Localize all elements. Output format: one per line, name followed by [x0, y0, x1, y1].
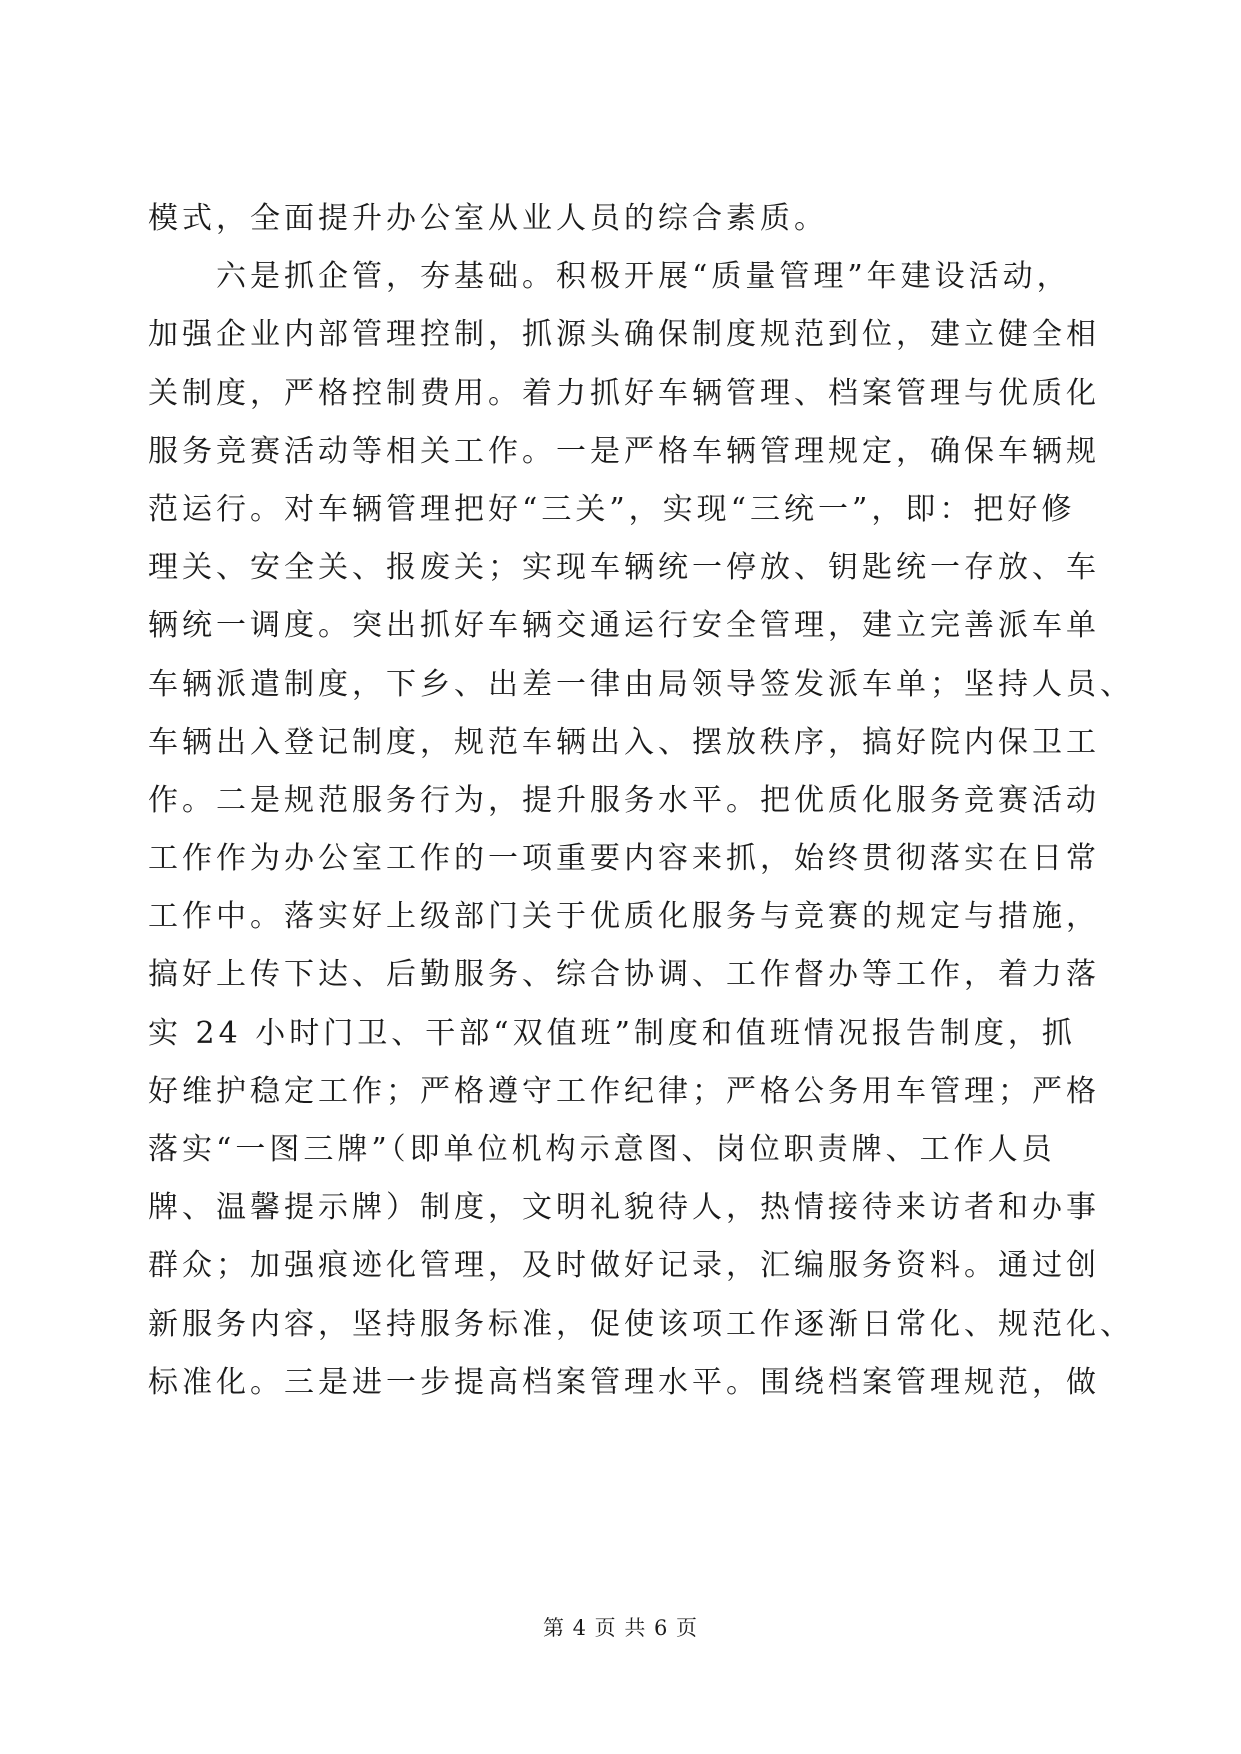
- text-line: 理关、安全关、报废关；实现车辆统一停放、钥匙统一存放、车: [148, 550, 1100, 586]
- text-line: 范运行。对车辆管理把好“三关”，实现“三统一”，即：把好修: [148, 491, 1076, 527]
- text-line: 车辆出入登记制度，规范车辆出入、摆放秩序，搞好院内保卫工: [148, 724, 1100, 760]
- text-line: 加强企业内部管理控制，抓源头确保制度规范到位，建立健全相: [148, 317, 1100, 353]
- page-number: 第 4 页 共 6 页: [542, 1616, 699, 1640]
- text-line: 落实“一图三牌”（即单位机构示意图、岗位职责牌、工作人员: [148, 1132, 1056, 1167]
- text-line: 标准化。三是进一步提高档案管理水平。围绕档案管理规范，做: [148, 1364, 1100, 1400]
- text-line: 作。二是规范服务行为，提升服务水平。把优质化服务竞赛活动: [148, 782, 1100, 818]
- text-line: 牌、温馨提示牌）制度，文明礼貌待人，热情接待来访者和办事: [148, 1190, 1100, 1226]
- text-line: 模式，全面提升办公室从业人员的综合素质。: [148, 201, 828, 236]
- text-line: 辆统一调度。突出抓好车辆交通运行安全管理，建立完善派车单: [148, 608, 1100, 644]
- text-line: 车辆派遣制度，下乡、出差一律由局领导签发派车单；坚持人员、: [148, 666, 1134, 702]
- text-line: 工作作为办公室工作的一项重要内容来抓，始终贯彻落实在日常: [148, 841, 1100, 877]
- text-line: 工作中。落实好上级部门关于优质化服务与竞赛的规定与措施，: [148, 899, 1100, 935]
- text-line: 新服务内容，坚持服务标准，促使该项工作逐渐日常化、规范化、: [148, 1306, 1134, 1342]
- text-line: 好维护稳定工作；严格遵守工作纪律；严格公务用车管理；严格: [148, 1073, 1100, 1109]
- text-line: 实 24 小时门卫、干部“双值班”制度和值班情况报告制度，抓: [148, 1015, 1076, 1051]
- text-line: 关制度，严格控制费用。着力抓好车辆管理、档案管理与优质化: [148, 375, 1100, 411]
- body-text: [148, 190, 1134, 1412]
- text-line: 搞好上传下达、后勤服务、综合协调、工作督办等工作，着力落: [148, 957, 1100, 993]
- text-line: 服务竞赛活动等相关工作。一是严格车辆管理规定，确保车辆规: [148, 433, 1100, 469]
- text-line: 群众；加强痕迹化管理，及时做好记录，汇编服务资料。通过创: [148, 1248, 1100, 1284]
- page-footer: [0, 1612, 1241, 1642]
- text-line: 六是抓企管，夯基础。积极开展“质量管理”年建设活动，: [148, 259, 1071, 295]
